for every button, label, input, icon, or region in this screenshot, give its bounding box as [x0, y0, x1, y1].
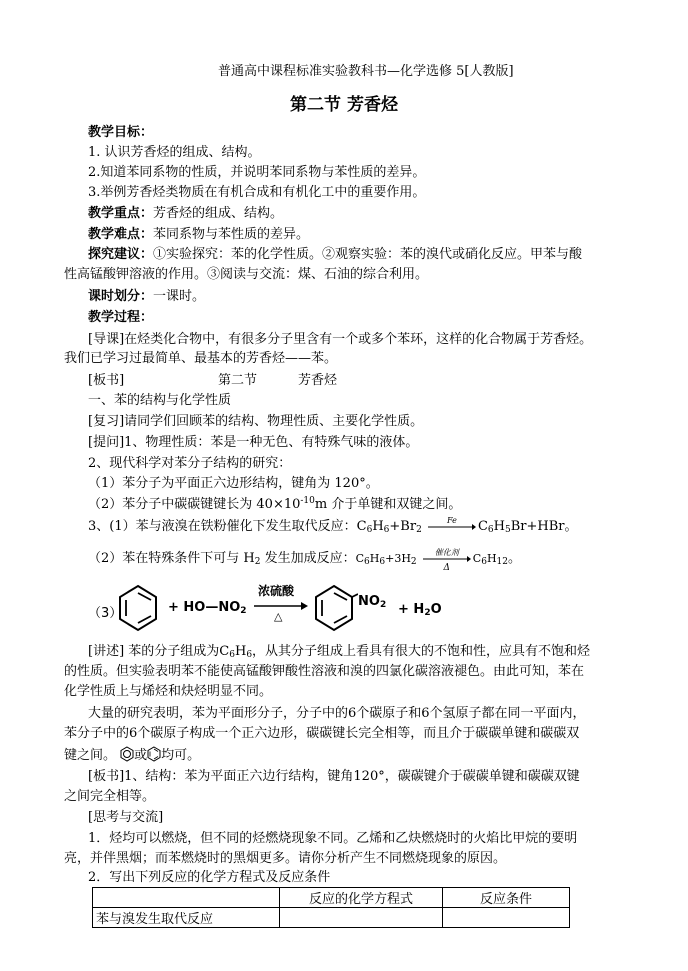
board-line: 之间完全相等。 [64, 789, 156, 804]
goal-item: 1. 认识芳香烃的组成、结构。 [88, 145, 261, 160]
table-row [93, 908, 570, 928]
nitrobenzene-ring-icon [314, 584, 358, 632]
goals-label: 教学目标： [88, 125, 154, 140]
arrow-icon [254, 602, 308, 610]
key-points-label: 教学重点： [88, 206, 154, 221]
benzene-ring-icon [118, 584, 158, 632]
suggestion-text: ①实验探究：苯的化学性质。②观察实验：苯的溴代或硝化反应。甲苯与酸 [153, 247, 583, 262]
reaction-addition: （2）苯在特殊条件下可与 $H_2$ 发生加成反应：$C_6H_6+3H_2$ 催化剂 Δ $C_6H_{12}$。 [88, 550, 521, 568]
reaction-arrow [428, 515, 476, 534]
catalyst-label: Fe [447, 515, 457, 525]
condition-label: Δ [443, 562, 451, 573]
intro-line: 我们已学习过最简单、最基本的芳香烃——苯。 [64, 351, 338, 366]
structure-heading: 2、现代科学对苯分子结构的研究： [88, 456, 292, 471]
page-header: 普通高中课程标准实验教科书—化学选修 5[人教版] [218, 64, 514, 79]
structure-item: （1）苯分子为平面正六边形结构，键角为 120°。 [88, 476, 379, 491]
talk-line: 化学性质上与烯烃和炔烃明显不同。 [64, 684, 273, 699]
benzene-circle-icon [120, 746, 134, 762]
benzene-kekule-icon [147, 746, 161, 762]
think-tag: [思考与交流] [88, 810, 164, 825]
reaction-bromination: 3、(1）苯与液溴在铁粉催化下发生取代反应：$C_6H_6+Br_2$ Fe $C_6H_5Br+HBr$。 [88, 518, 577, 536]
talk-line: 苯分子中的6个碳原子构成一个正六边形，碳碳键长完全相等，而且介于碳碳单键和碳碳双 [64, 726, 580, 741]
table-cell: 苯与溴发生取代反应 [93, 908, 280, 928]
table-header-cell [93, 888, 280, 908]
hours-label: 课时划分： [88, 289, 154, 304]
catalyst-label: 浓硫酸 [258, 584, 295, 598]
board-heading [88, 372, 338, 390]
process-label: 教学过程： [88, 310, 154, 325]
condition-label: △ [274, 610, 283, 623]
goal-item: 2.知道苯同系物的性质，并说明苯同系物与苯性质的差异。 [88, 165, 426, 180]
section-heading: 一、苯的结构与化学性质 [88, 393, 232, 408]
talk-line: 键之间。 或 均可。 [64, 748, 201, 763]
page-title: 第二节 芳香烃 [290, 95, 398, 115]
hours-text: 一课时。 [153, 289, 206, 304]
difficulty [88, 226, 309, 244]
reaction-arrow [423, 547, 471, 573]
talk-line: 的性质。但实验表明苯不能使高锰酸钾酸性溶液和溴的四氯化碳溶液褪色。由此可知，苯在 [64, 664, 585, 679]
arrow-icon [428, 524, 476, 530]
reaction-number: （3） [88, 606, 123, 621]
board-section: 第二节 [218, 373, 258, 388]
hours [88, 288, 205, 306]
table-header-row [93, 888, 570, 908]
think-line: 1．烃均可以燃烧，但不同的烃燃烧现象不同。乙烯和乙炔燃烧时的火焰比甲烷的要明 [88, 831, 578, 846]
water: + $H_2O$ [398, 602, 442, 618]
talk-line: [讲述] 苯的分子组成为$C_6H_6$，从其分子组成上看具有很大的不饱和性，应具有不饱和烃 [88, 644, 591, 660]
nitro-group: $NO_2$ [358, 594, 387, 610]
think-line: 2．写出下列反应的化学方程式及反应条件 [88, 870, 331, 885]
goal-item: 3.举例芳香烃类物质在有机合成和有机化工中的重要作用。 [88, 185, 426, 200]
board-name: 芳香烃 [298, 373, 338, 388]
difficulty-text: 苯同系物与苯性质的差异。 [153, 227, 310, 242]
talk-line: 大量的研究表明，苯为平面形分子，分子中的6个碳原子和6个氢原子都在同一平面内， [88, 706, 586, 721]
difficulty-label: 教学难点： [88, 227, 154, 242]
structure-item: （2）苯分子中碳碳键键长为 $40\times 10^{-10}m$ 介于单键和双键之间。 [88, 496, 462, 512]
suggestion [88, 246, 582, 264]
catalyst-label: 催化剂 [434, 547, 459, 557]
review-line: [复习]请同学们回顾苯的结构、物理性质、主要化学性质。 [88, 414, 424, 429]
think-line: 亮，并伴黑烟；而苯燃烧时的黑烟更多。请你分析产生不同燃烧现象的原因。 [64, 851, 507, 866]
table-cell [280, 908, 443, 928]
reaction-table [92, 887, 570, 928]
table-header-cell: 反应条件 [443, 888, 570, 908]
board-line: [板书]1、结构：苯为平面正六边行结构，键角120°，碳碳键介于碳碳单键和碳碳双键 [88, 769, 580, 784]
intro-line: [导课]在烃类化合物中，有很多分子里含有一个或多个苯环，这样的化合物属于芳香烃。 [88, 332, 593, 347]
reaction-nitration [88, 582, 448, 638]
table-cell [443, 908, 570, 928]
ask-line: [提问]1、物理性质：苯是一种无色、有特殊气味的液体。 [88, 435, 419, 450]
key-points [88, 205, 283, 223]
suggestion-cont: 性高锰酸钾溶液的作用。③阅读与交流：煤、石油的综合利用。 [64, 267, 429, 282]
key-points-text: 芳香烃的组成、结构。 [153, 206, 284, 221]
table-header-cell: 反应的化学方程式 [280, 888, 443, 908]
board-tag: [板书] [88, 373, 125, 388]
suggestion-label: 探究建议： [88, 247, 154, 262]
nitric-acid: + $HO—NO_2$ [168, 600, 247, 616]
